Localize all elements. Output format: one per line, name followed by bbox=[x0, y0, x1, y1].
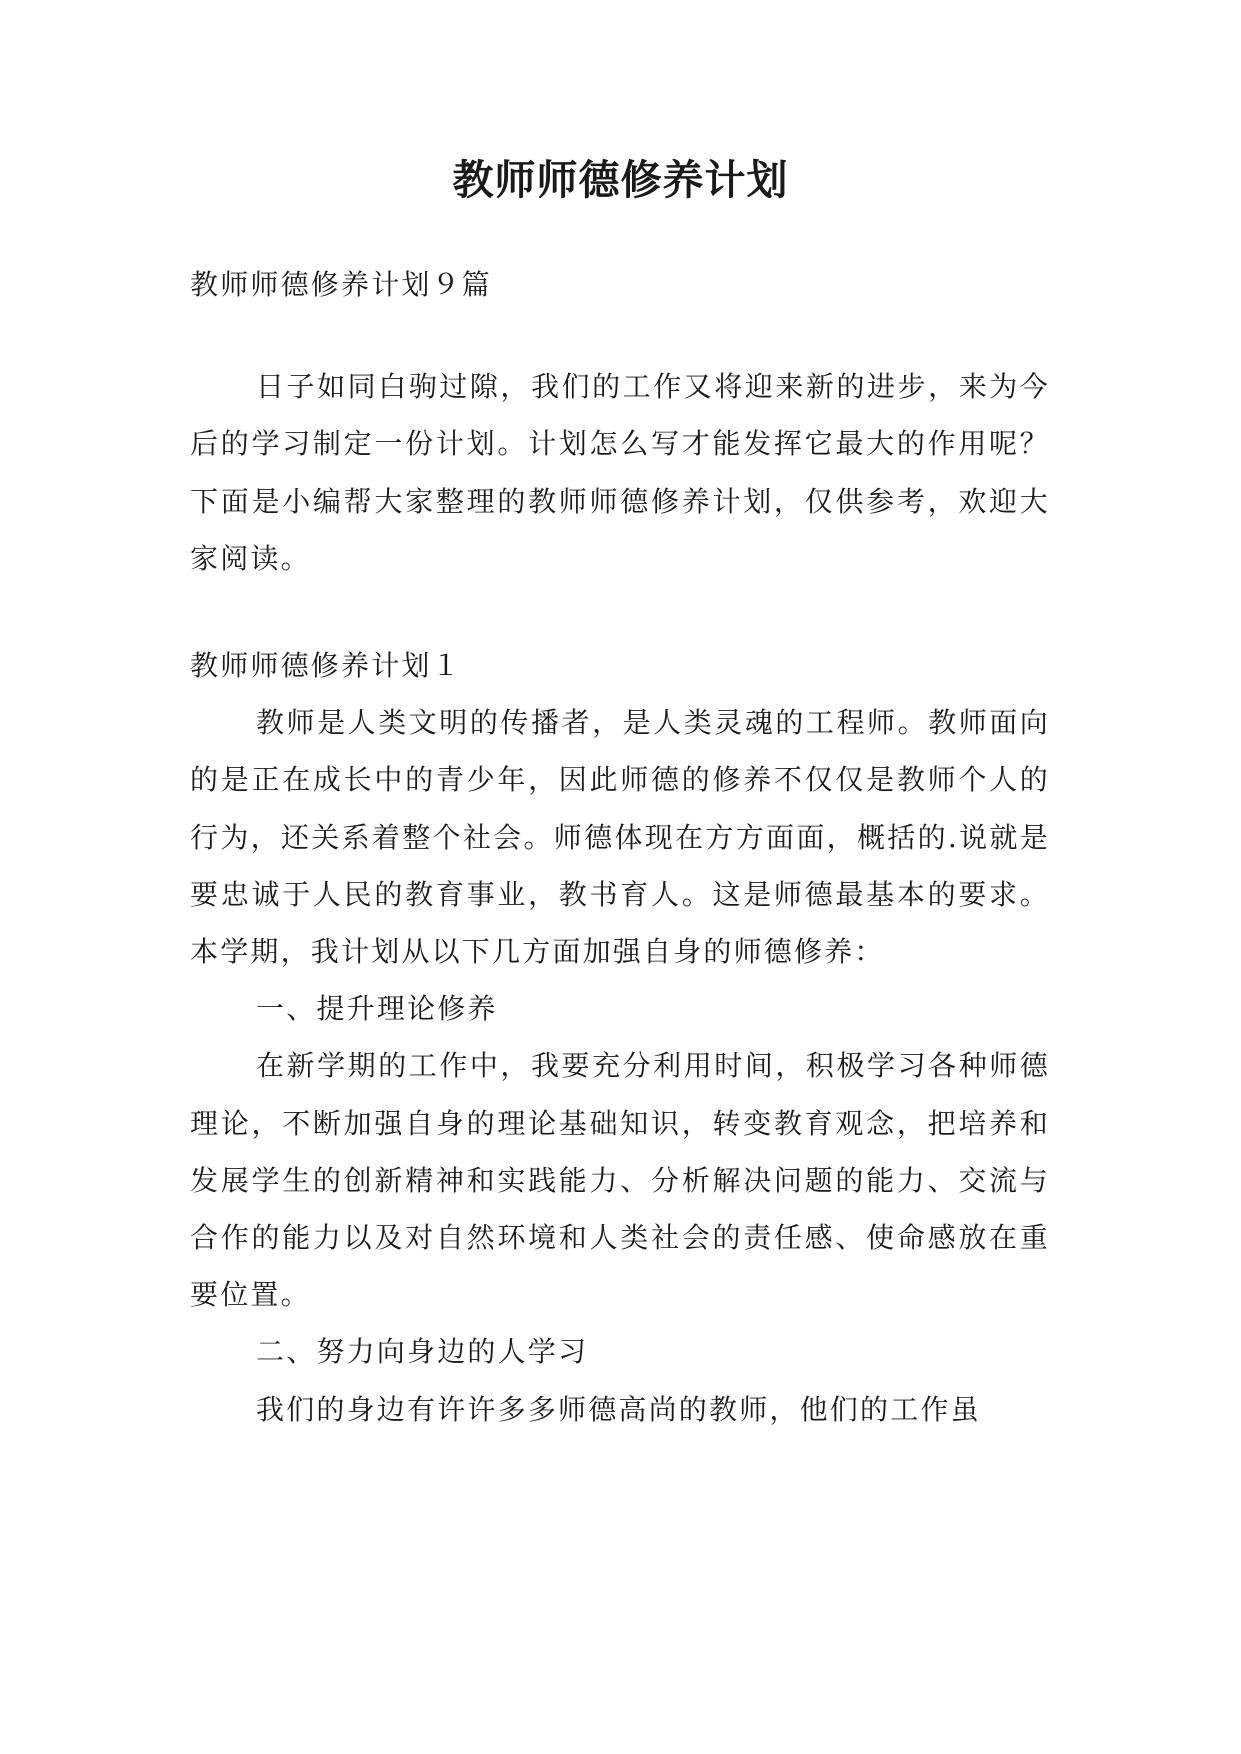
section-heading: 教师师德修养计划１ bbox=[190, 649, 462, 683]
section-paragraph: 教师是人类文明的传播者，是人类灵魂的工程师。教师面向的是正在成长中的青少年，因此师德的修养不仅仅是教师个人的行为，还关系着整个社会。师德体现在方方面面，概括的.说就是要忠诚于人民的教育事业，教书育人。这是师德最基本的要求。本学期，我计划从以下几方面加强自身的师德修养： bbox=[190, 706, 1050, 969]
point-paragraph-1: 在新学期的工作中，我要充分利用时间，积极学习各种师德理论，不断加强自身的理论基础知识，转变教育观念，把培养和发展学生的创新精神和实践能力、分析解决问题的能力、交流与合作的能力以及对自然环境和人类社会的责任感、使命感放在重要位置。 bbox=[190, 1049, 1050, 1312]
point-heading-1: 一、提升理论修养 bbox=[256, 992, 498, 1026]
point-paragraph-2: 我们的身边有许许多多师德高尚的教师，他们的工作虽 bbox=[256, 1392, 981, 1426]
document-title: 教师师德修养计划 bbox=[452, 156, 789, 204]
intro-paragraph: 日子如同白驹过隙，我们的工作又将迎来新的进步，来为今后的学习制定一份计划。计划怎么写才能发挥它最大的作用呢？下面是小编帮大家整理的教师师德修养计划，仅供参考，欢迎大家阅读。 bbox=[190, 370, 1050, 575]
document-subtitle: 教师师德修养计划９篇 bbox=[190, 268, 493, 301]
point-heading-2: 二、努力向身边的人学习 bbox=[256, 1335, 589, 1369]
document-body bbox=[190, 256, 1050, 1438]
